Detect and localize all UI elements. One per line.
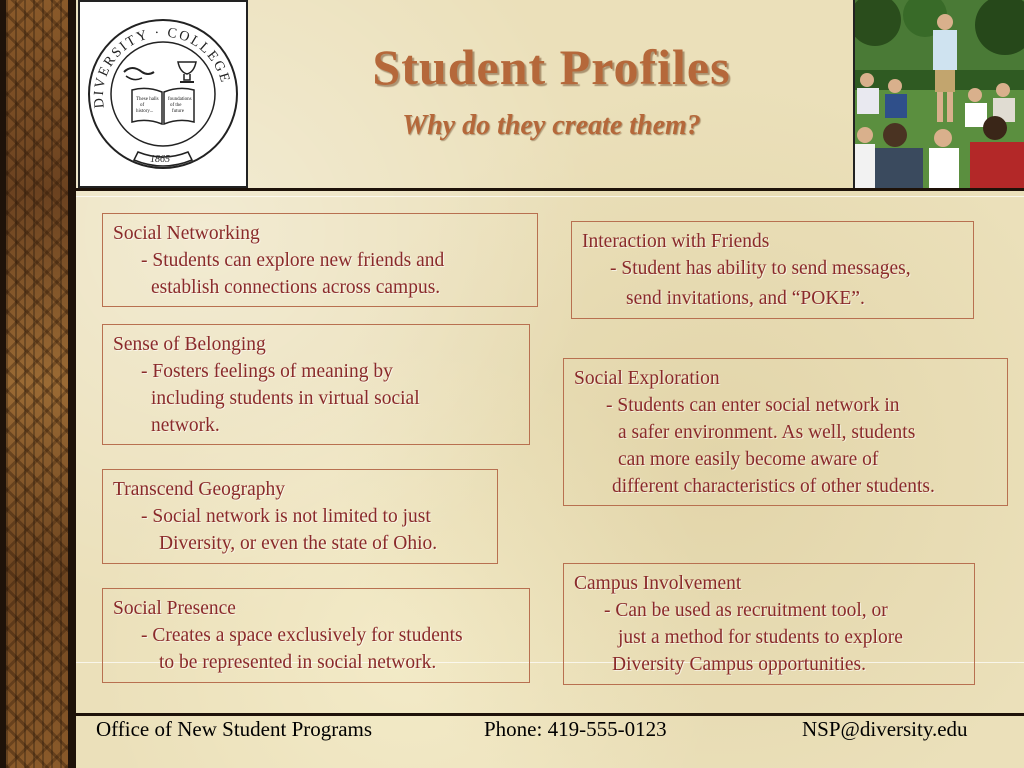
faint-divider-top [76,196,1024,197]
card-social-networking [102,213,538,307]
decorative-left-bar [0,0,76,768]
card-line: - Students can explore new friends and [141,250,445,271]
seal-icon [80,2,246,186]
svg-text:of: of [140,103,145,108]
svg-text:foundations: foundations [168,97,192,102]
card-line: - Student has ability to send messages, [610,258,911,279]
card-campus-involvement [563,563,975,685]
svg-text:future: future [172,109,184,114]
card-line: different characteristics of other students. [612,476,935,497]
card-heading: Campus Involvement [574,573,742,594]
card-line: - Creates a space exclusively for students [141,625,463,646]
card-heading: Transcend Geography [113,479,286,500]
svg-text:These halls: These halls [136,97,159,102]
card-line: Diversity, or even the state of Ohio. [159,533,438,554]
card-sense-of-belonging [102,324,530,445]
card-line: - Can be used as recruitment tool, or [604,600,888,621]
card-heading: Social Presence [113,598,236,619]
svg-text:of the: of the [170,103,182,108]
card-social-presence [102,588,530,683]
card-heading: Social Exploration [574,368,720,389]
card-social-exploration [563,358,1008,506]
page-subtitle: Why do they create them? [402,110,701,141]
card-heading: Social Networking [113,223,260,244]
card-line: network. [151,415,220,436]
card-line: - Social network is not limited to just [141,506,431,527]
card-line: to be represented in social network. [159,652,437,673]
card-line: just a method for students to explore [618,627,903,648]
card-line: including students in virtual social [151,388,420,409]
footer-phone: Phone: 419-555-0123 [484,717,667,741]
seal-year: 1865 [150,154,170,165]
card-line: Diversity Campus opportunities. [612,654,867,675]
card-transcend-geography [102,469,498,564]
students-photo [853,0,1024,188]
wood-texture [6,0,68,768]
card-line: - Students can enter social network in [606,395,900,416]
page-title: Student Profiles [372,39,731,95]
card-line: send invitations, and “POKE”. [626,288,865,309]
card-line: a safer environment. As well, students [618,422,916,443]
seal-ring-text: DIVERSITY · COLLEGE [91,25,233,109]
card-line: establish connections across campus. [151,277,441,298]
card-line: can more easily become aware of [618,449,879,470]
card-heading: Sense of Belonging [113,334,266,355]
card-line: - Fosters feelings of meaning by [141,361,393,382]
college-seal-logo [78,0,248,188]
footer-office: Office of New Student Programs [96,717,373,741]
header-divider [76,188,1024,191]
card-heading: Interaction with Friends [582,231,770,252]
svg-text:history...: history... [136,109,154,114]
footer-email[interactable]: NSP@diversity.edu [802,717,968,741]
students-image [855,0,1024,188]
footer-divider [76,713,1024,716]
card-interaction-with-friends [571,221,974,319]
